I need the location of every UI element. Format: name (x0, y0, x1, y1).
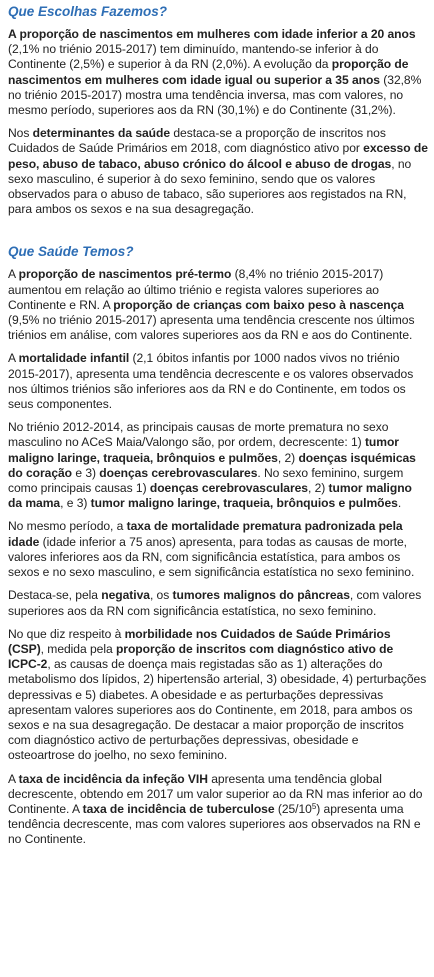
text-run: , no sexo masculino, é superior à do sexo feminino, sendo que os valores observados para o abuso de tabaco, são superiores aos registados na RN, para ambos os sexos e na sua desagregação. (8, 156, 412, 217)
bold-text: taxa de mortalidade prematura padronizada pela idade (8, 519, 403, 549)
text-run: No que diz respeito à (8, 626, 125, 641)
text-run: , 2) (277, 450, 299, 465)
text-run: . No sexo feminino, surgem como principais causas 1) (8, 465, 404, 496)
bold-text: excesso de peso, abuso de tabaco, abuso crónico do álcool e abuso de drogas (8, 141, 428, 171)
text-run: No mesmo período, a (8, 519, 127, 534)
paragraph-infant-mortality (8, 351, 428, 412)
text-run: (8,4% no triénio 2015-2017) aumentou em relação ao último triénio e regista valores superiores ao Continente e RN. A (8, 267, 384, 312)
bold-text: A proporção de nascimentos em mulheres com idade inferior a 20 anos (8, 27, 416, 41)
paragraph-incidence-rates (8, 772, 428, 848)
bold-text: tumor maligno laringe, traqueia, brônquios e pulmões (8, 435, 399, 465)
bold-text: mortalidade infantil (18, 351, 130, 366)
text-run: , os (149, 588, 173, 603)
text-run: apresenta uma tendência global decrescente, obtendo em 2017 um valor superior ao da RN mas inferior ao do Continente. A (8, 771, 423, 816)
bold-text: doenças cerebrovasculares (99, 465, 258, 480)
text-run: Destaca-se, pela (8, 588, 102, 603)
text-run: (25/10 (274, 801, 312, 816)
section-gap (8, 225, 428, 243)
text-run: , as causas de doença mais registadas são as 1) alterações do metabolismo dos lípidos, 2) hipertensão arterial, 3) obesidade, 4) perturbações depressivas e 5) diabetes. A obesidade e as perturbações depressivas apresentam valores superiores aos do Continente, em 2018, para ambos os sexos e na sua desagregação. De destacar a maior proporção de inscritos com diagnóstico activo de perturbações depressivas, obesidade e osteoartrose do joelho, no sexo feminino. (8, 657, 427, 763)
text-run: No triénio 2012-2014, as principais causas de morte prematura no sexo masculino no ACeS Maia/Valongo são, por ordem, decrescente: 1) (8, 420, 389, 450)
text-run: (idade inferior a 75 anos) apresenta, para todas as causas de morte, valores inferiores aos da RN, com significância estatística, para ambos os sexos e no sexo masculino, e sem significância estatística no sexo feminino. (8, 534, 415, 580)
superscript: 5 (311, 801, 317, 811)
paragraph-preterm-births (8, 267, 428, 343)
text-run: A (8, 351, 19, 366)
section-title-health: Que Saúde Temos? (8, 244, 134, 260)
bold-text: taxa de incidência de tuberculose (82, 801, 275, 816)
text-run: , e 3) (60, 496, 91, 511)
paragraph-births-age (8, 27, 428, 118)
bold-text: tumores malignos do pâncreas (172, 588, 350, 603)
text-run: A (8, 771, 19, 786)
bold-text: doenças isquémicas do coração (8, 450, 416, 480)
paragraph-premature-death-causes (8, 420, 428, 511)
bold-text: proporção de crianças com baixo peso à nascença (113, 297, 404, 312)
text-run: e 3) (72, 465, 100, 480)
section-title-choices: Que Escolhas Fazemos? (8, 4, 168, 19)
bold-text: tumor maligno laringe, traqueia, brônquios e pulmões (90, 496, 398, 511)
text-run: Nos (8, 126, 33, 141)
text-run: , 2) (307, 481, 329, 496)
paragraph-csp-morbidity (8, 627, 428, 764)
text-run: (2,1% no triénio 2015-2017) tem diminuído, mantendo-se inferior à do Continente (2,5%) e superior à da RN (2,0%). A evolução da (8, 42, 379, 72)
paragraph-standardized-mortality (8, 519, 428, 580)
bold-text: determinantes da saúde (32, 126, 171, 141)
bold-text: tumor maligno da mama (8, 481, 412, 511)
bold-text: negativa (101, 588, 150, 603)
paragraph-pancreas-tumours (8, 588, 428, 618)
bold-text: morbilidade nos Cuidados de Saúde Primários (CSP) (8, 626, 391, 656)
text-run: destaca-se a proporção de inscritos nos Cuidados de Saúde Primários em 2018, com diagnóstico ativo por (8, 126, 386, 156)
text-run: (9,5% no triénio 2015-2017) apresenta uma tendência crescente nos últimos triénios em análise, com valores superiores aos da RN e aos do Continente. (8, 313, 415, 343)
text-run: (2,1 óbitos infantis por 1000 nados vivos no triénio 2015-2017), apresenta uma tendência decrescente e os valores observados nos últimos triénios são inferiores aos da RN e do Continente, em todos os seus componentes. (8, 351, 414, 412)
text-run: , medida pela (40, 641, 116, 656)
text-run: A (8, 267, 19, 282)
bold-text: proporção de nascimentos em mulheres com idade igual ou superior a 35 anos (8, 57, 409, 87)
paragraph-health-determinants (8, 126, 428, 217)
bold-text: taxa de incidência da infeção VIH (18, 771, 208, 786)
bold-text: proporção de inscritos com diagnóstico ativo de ICPC-2 (8, 641, 394, 672)
text-run: ) apresenta uma tendência decrescente, mas com valores superiores aos observados na RN e no Continente. (8, 801, 421, 847)
text-run: . (397, 496, 402, 511)
bold-text: proporção de nascimentos pré-termo (18, 267, 232, 282)
bold-text: doenças cerebrovasculares (149, 481, 308, 496)
text-run: , com valores superiores aos da RN com significância estatística, no sexo feminino. (8, 588, 422, 618)
text-run: (32,8% no triénio 2015-2017) mostra uma tendência inversa, mas com valores, no mesmo período, superiores aos da RN (30,1%) e do Continente (31,2%). (8, 72, 422, 118)
